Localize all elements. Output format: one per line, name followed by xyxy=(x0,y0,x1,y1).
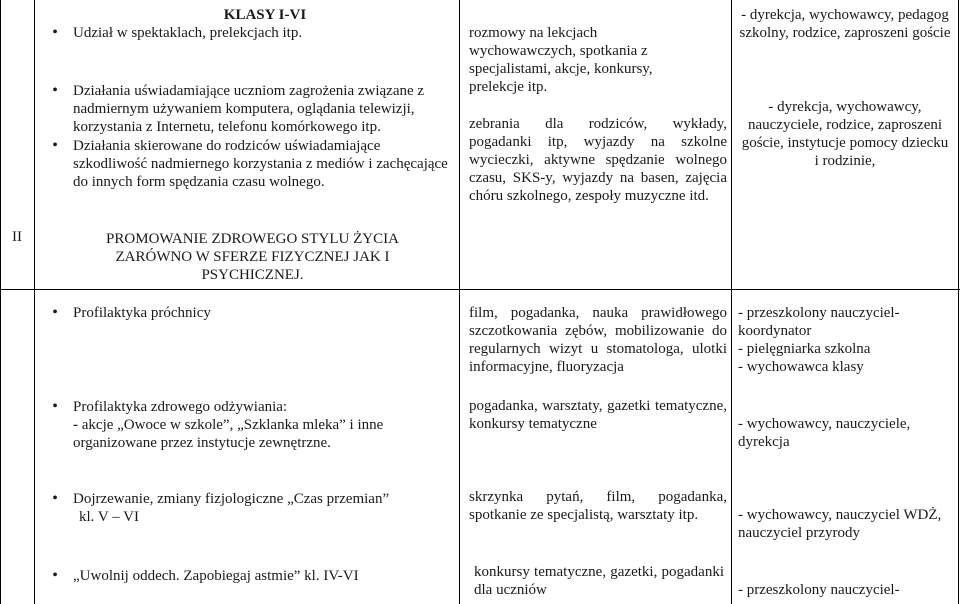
forms-cell: film, pogadanka, nauka prawidłowego szczotkowania zębów, mobilizowanie do regularnych wizyt u stomatologa, ulotki informacyjne, fluoryzacja xyxy=(469,305,727,375)
forms-cell: zebrania dla rodziców, wykłady, pogadanki itp, wyjazdy na szkolne wycieczki, aktywne spędzanie wolnego czasu, SKS-y, wyjazdy na basen, zajęcia chóru szkolnego, zespoły muzyczne itd. xyxy=(469,116,727,204)
forms-cell: skrzynka pytań, film, pogadanka, spotkanie ze specjalistą, warsztaty itp. xyxy=(469,489,727,523)
responsible-cell: - przeszkolony nauczyciel-koordynator - pielęgniarka szkolna - wychowawca klasy xyxy=(738,305,900,375)
forms-cell: rozmowy na lekcjach wychowawczych, spotkania z specjalistami, akcje, konkursy, prelekcje itp. xyxy=(469,25,653,95)
responsible-cell: - przeszkolony nauczyciel- xyxy=(738,582,900,598)
bullet-icon: • xyxy=(52,304,58,321)
table-row-divider xyxy=(0,289,960,290)
bullet-icon: • xyxy=(52,82,58,99)
responsible-cell: - dyrekcja, wychowawcy, pedagog szkolny, rodzice, zaproszeni goście xyxy=(739,7,951,41)
responsible-cell: - wychowawcy, nauczyciele, dyrekcja xyxy=(738,416,911,450)
top-heading: KLASY I-VI xyxy=(223,7,307,23)
responsible-cell: - dyrekcja, wychowawcy, nauczyciele, rodzice, zaproszeni goście, instytucje pomocy dziecku i rodzinie, xyxy=(741,99,949,169)
table-divider-activities xyxy=(459,0,460,604)
bullet-icon: • xyxy=(52,398,58,415)
table-divider-number xyxy=(34,0,35,604)
section-heading: PROMOWANIE ZDROWEGO STYLU ŻYCIA ZARÓWNO W SFERZE FIZYCZNEJ JAK I PSYCHICZNEJ. xyxy=(106,231,399,283)
bullet-icon: • xyxy=(52,137,58,154)
table-border-left xyxy=(0,0,1,604)
table-divider-forms xyxy=(731,0,732,604)
forms-cell: konkursy tematyczne, gazetki, pogadanki dla uczniów xyxy=(474,564,724,598)
bullet-icon: • xyxy=(52,24,58,41)
bullet-icon: • xyxy=(52,490,58,507)
responsible-cell: - wychowawcy, nauczyciel WDŻ, nauczyciel przyrody xyxy=(738,507,942,541)
forms-cell: pogadanka, warsztaty, gazetki tematyczne, konkursy tematyczne xyxy=(469,398,727,432)
table-border-right xyxy=(958,0,959,604)
bullet-icon: • xyxy=(52,567,58,584)
section-number: II xyxy=(12,229,22,245)
